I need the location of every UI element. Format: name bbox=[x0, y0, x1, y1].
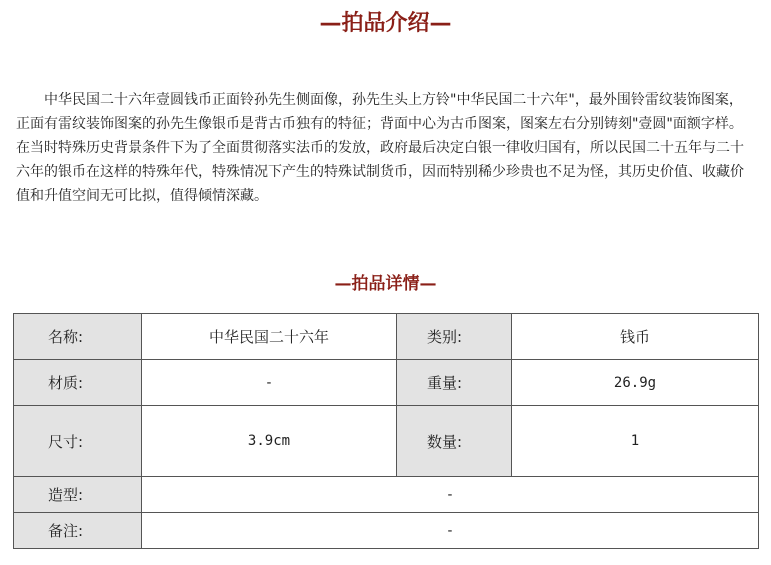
category-label: 类别: bbox=[397, 314, 512, 360]
name-label: 名称: bbox=[14, 314, 142, 360]
table-row bbox=[14, 314, 759, 360]
quantity-value: 1 bbox=[512, 406, 759, 477]
name-value: 中华民国二十六年 bbox=[142, 314, 397, 360]
item-description: 中华民国二十六年壹圆钱币正面铃孙先生侧面像，孙先生头上方铃"中华民国二十六年"，最外围铃雷纹装饰图案，正面有雷纹装饰图案的孙先生像银币是背古币独有的特征；背面中心为古币图案，图案左右分别铸刻"壹圆"面额字样。在当时特殊历史背景条件下为了全面贯彻落实法币的发放，政府最后决定白银一律收归国有，所以民国二十五年与二十六年的银币在这样的特殊年代，特殊情况下产生的特殊试制货币，因而特别稀少珍贵也不足为怪，其历史价值、收藏价值和升值空间无可比拟，值得倾情深藏。 bbox=[16, 92, 744, 204]
shape-value: - bbox=[142, 477, 759, 513]
table-row bbox=[14, 360, 759, 406]
size-value: 3.9cm bbox=[142, 406, 397, 477]
quantity-label: 数量: bbox=[397, 406, 512, 477]
weight-value: 26.9g bbox=[512, 360, 759, 406]
note-label: 备注: bbox=[14, 513, 142, 549]
details-section-title: —拍品详情— bbox=[334, 274, 437, 294]
material-label: 材质: bbox=[14, 360, 142, 406]
size-label: 尺寸: bbox=[14, 406, 142, 477]
details-table bbox=[13, 313, 759, 549]
category-value: 钱币 bbox=[512, 314, 759, 360]
shape-label: 造型: bbox=[14, 477, 142, 513]
material-value: - bbox=[142, 360, 397, 406]
table-row bbox=[14, 406, 759, 477]
intro-section-title: —拍品介绍— bbox=[319, 11, 452, 36]
note-value: - bbox=[142, 513, 759, 549]
table-row bbox=[14, 477, 759, 513]
weight-label: 重量: bbox=[397, 360, 512, 406]
table-row bbox=[14, 513, 759, 549]
